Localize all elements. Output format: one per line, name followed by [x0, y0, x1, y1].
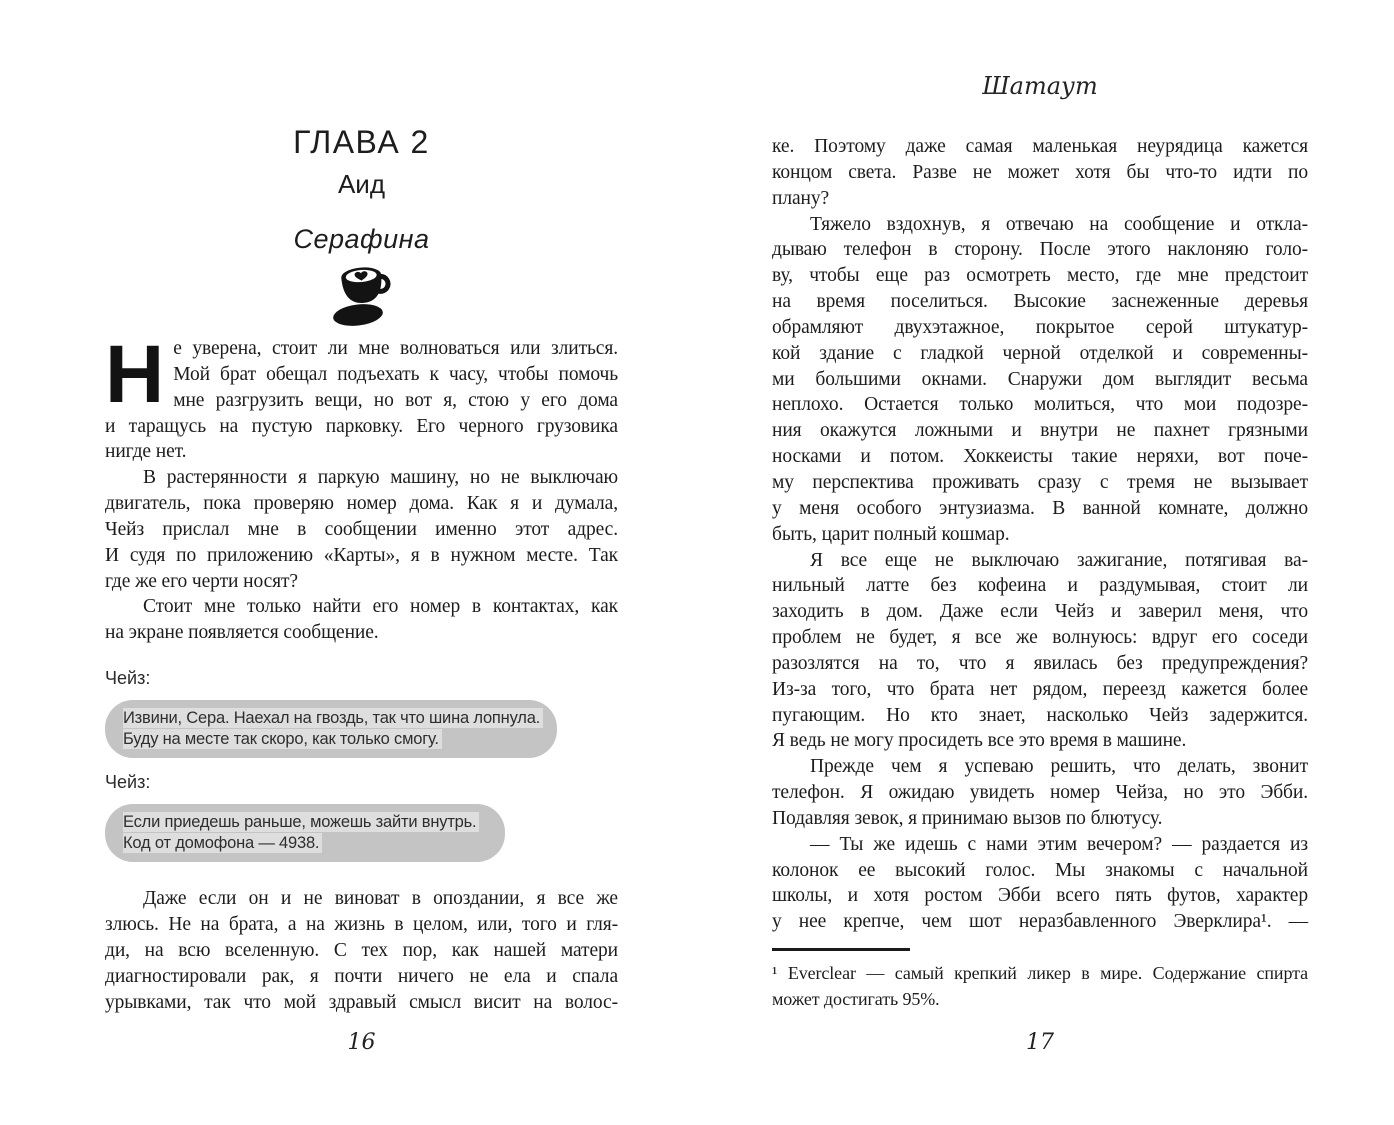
message-bubble: [105, 804, 505, 862]
text-line: дываю телефон в сторону. После этого наклоняю голо-: [772, 239, 1308, 261]
paragraph: [105, 329, 618, 465]
chapter-label: ГЛАВА 2: [293, 124, 430, 160]
text-line: у меня особого энтузиазма. В ванной комнате, должно: [772, 497, 1308, 519]
text-line: школы, и хотя ростом Эбби всего пять футов, характер: [772, 885, 1308, 907]
footnote-rule: [772, 948, 910, 951]
text-line: на время поселиться. Высокие заснеженные деревья: [772, 291, 1308, 313]
text-line: Даже если он и не виноват в опоздании, я все же: [143, 888, 618, 910]
page-left: [105, 0, 618, 1125]
left-body-text: [105, 329, 618, 1015]
paragraph: [772, 134, 1308, 212]
text-line: обрамляют двухэтажное, покрытое серой штукатур-: [772, 316, 1308, 338]
message-bubble: [105, 700, 557, 758]
text-line: ми большими окнами. Снаружи дом выглядит весьма: [772, 368, 1308, 390]
pov-name: Серафина: [293, 224, 430, 254]
text-line: концом света. Разве не может хотя бы что-то идти по: [772, 161, 1308, 183]
text-line: пугающим. Но кто знает, насколько Чейз задержится.: [772, 704, 1308, 726]
text-line: и таращусь на пустую парковку. Его черного грузовика: [105, 415, 618, 437]
text-line: у нее крепче, чем шот неразбавленного Эверклира¹. —: [772, 911, 1308, 933]
message-line-highlight: Буду на месте так скоро, как только смогу.: [123, 729, 442, 749]
text-line: му перспектива проживать сразу с тремя не вызывает: [772, 471, 1308, 493]
message-sender: Чейз:: [105, 772, 151, 793]
paragraph: [772, 832, 1308, 935]
right-body-text: [772, 134, 1308, 935]
text-line: где же его черти носят?: [105, 570, 298, 592]
paragraph: [105, 886, 618, 1015]
paragraph: [772, 212, 1308, 548]
footnote-text: [772, 960, 1308, 1012]
text-line: ния окажутся ложными и внутри не пахнет грязными: [772, 420, 1308, 442]
chapter-ornament: [105, 261, 618, 332]
text-line: Подавляя зевок, я принимаю вызов по блютусу.: [772, 807, 1163, 829]
message-line: [123, 833, 487, 854]
text-line: Тяжело вздохнув, я отвечаю на сообщение и откла-: [810, 213, 1308, 235]
text-line: двигатель, пока проверяю номер дома. Как я и думала,: [105, 493, 618, 515]
text-line: кой здание с гладкой черной отделкой и современны-: [772, 342, 1308, 364]
text-line: нигде нет.: [105, 441, 187, 463]
page-number-right: 17: [1026, 1030, 1054, 1055]
drop-cap: Н: [105, 329, 165, 420]
text-line: ди, на всю вселенную. С тех пор, как нашей матери: [105, 939, 618, 961]
text-line: колонок ее высокий голос. Мы знакомы с начальной: [772, 859, 1308, 881]
text-line: ву, чтобы еще раз осмотреть место, где мне предстоит: [772, 265, 1308, 287]
text-line: е уверена, стоит ли мне волноваться или злиться.: [173, 338, 618, 359]
text-line: — Ты же идешь с нами этим вечером? — раздается из: [810, 833, 1308, 855]
paragraph: [105, 594, 618, 646]
message-line-highlight: Код от домофона — 4938.: [123, 833, 322, 853]
text-line: заходить в дом. Даже если Чейз и заверил меня, что: [772, 601, 1308, 623]
text-line: быть, царит полный кошмар.: [772, 523, 1010, 545]
paragraph: [772, 548, 1308, 755]
text-line: Прежде чем я успеваю решить, что делать, звонит: [810, 756, 1308, 778]
text-line: неплохо. Остается только молиться, что мои подозре-: [772, 394, 1308, 416]
text-line: Я ведь не могу просидеть все это время в машине.: [772, 730, 1187, 752]
text-line: В растерянности я паркую машину, но не выключаю: [143, 467, 618, 489]
text-line: злюсь. Не на брата, а на жизнь в целом, или, того и гля-: [105, 913, 618, 935]
text-line: плану?: [772, 187, 830, 209]
text-line: Стоит мне только найти его номер в контактах, как: [143, 596, 618, 618]
text-line: Из-за того, что брата нет рядом, переезд кажется более: [772, 678, 1308, 700]
text-line: носками и потом. Хоккеисты такие неряхи, вот поче-: [772, 446, 1308, 468]
text-line: на экране появляется сообщение.: [105, 622, 379, 644]
paragraph: [105, 465, 618, 594]
text-line: мне разгрузить вещи, но вот я, стою у его дома: [173, 389, 618, 411]
coffee-cup-icon: [333, 261, 391, 327]
text-line: Чейз прислал мне в сообщении именно этот адрес.: [105, 518, 618, 540]
message-sender: Чейз:: [105, 668, 151, 689]
text-line: разозлятся на то, что я явилась без предупреждения?: [772, 652, 1308, 674]
page-number-left: 16: [347, 1030, 376, 1055]
text-line: диагностировали рак, я почти ничего не ела и спала: [105, 965, 618, 987]
text-line: может достигать 95%.: [772, 989, 940, 1010]
message: [105, 666, 618, 758]
text-line: урывками, так что мой здравый смысл висит на волос-: [105, 991, 618, 1013]
text-line: телефон. Я ожидаю увидеть номер Чейза, но это Эбби.: [772, 782, 1308, 804]
message-line: [123, 708, 539, 729]
message: [105, 770, 618, 862]
paragraph: [772, 754, 1308, 832]
message-line: [123, 729, 539, 750]
text-line: Мой брат обещал подъехать к часу, чтобы помочь: [173, 363, 618, 385]
right-body-wrap: [772, 134, 1308, 1012]
message-line-highlight: Извини, Сера. Наехал на гвоздь, так что шина лопнула.: [123, 708, 543, 728]
chapter-title: Аид: [337, 169, 386, 199]
footnote: [772, 948, 1308, 1012]
text-line: ке. Поэтому даже самая маленькая неурядица кажется: [772, 136, 1308, 157]
text-line: нильный латте без кофеина и раздумывая, стоит ли: [772, 575, 1308, 597]
page-right: [772, 0, 1308, 1125]
text-line: И судя по приложению «Карты», я в нужном месте. Так: [105, 544, 618, 566]
running-head: Шатаут: [982, 72, 1098, 100]
chapter-head: [105, 124, 618, 332]
text-line: Я все еще не выключаю зажигание, потягивая ва-: [810, 549, 1308, 571]
text-line: проблем не будет, я все же волнуюсь: вдруг его соседи: [772, 627, 1308, 649]
message-line-highlight: Если приедешь раньше, можешь зайти внутрь.: [123, 812, 479, 832]
text-line: ¹ Everclear — самый крепкий ликер в мире. Содержание спирта: [772, 963, 1308, 984]
message-line: [123, 812, 487, 833]
